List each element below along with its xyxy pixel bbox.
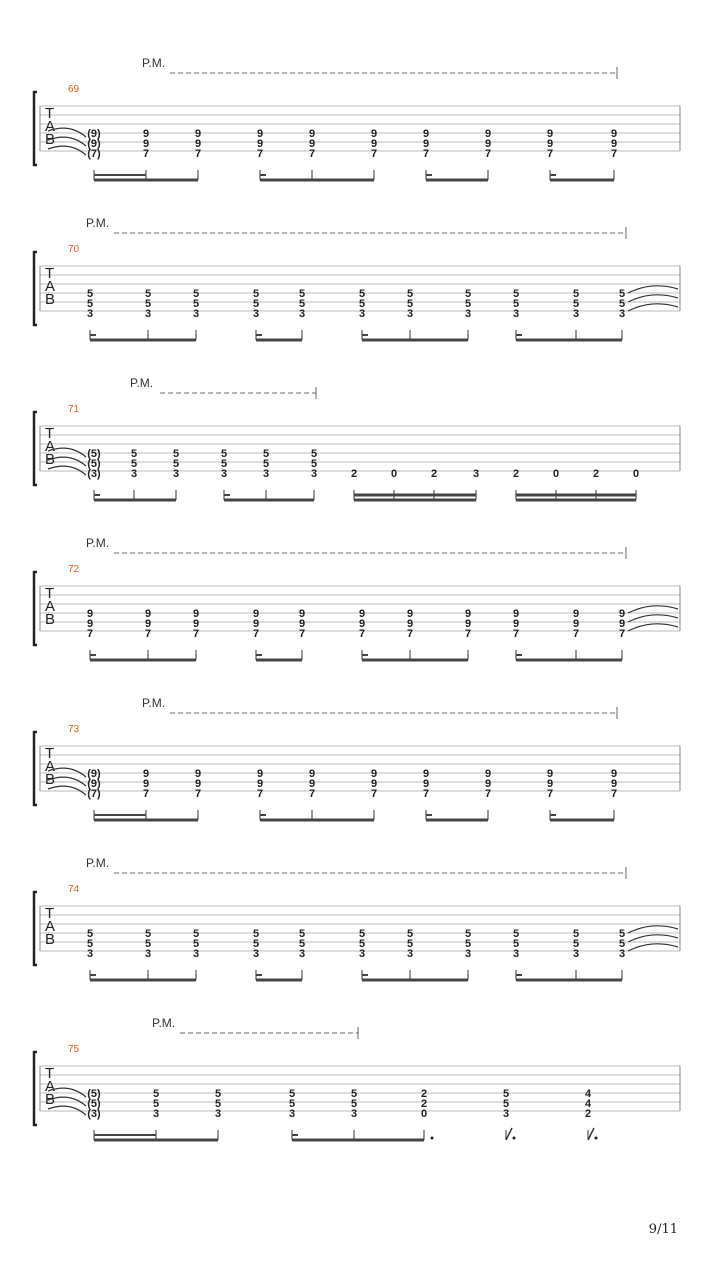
measure-number: 75: [68, 1044, 80, 1055]
fret-number: 7: [484, 148, 492, 160]
fret-number: 5: [192, 938, 200, 950]
fret-number: 9: [194, 128, 202, 140]
fret-number: 5: [572, 938, 580, 950]
fret-number: 9: [142, 778, 150, 790]
fret-number: 7: [370, 148, 378, 160]
fret-number: 9: [256, 138, 264, 150]
tab-clef-letter: T: [45, 745, 55, 762]
fret-number: 5: [172, 458, 180, 470]
fret-number: 5: [358, 298, 366, 310]
tab-clef-letter: T: [45, 1065, 55, 1082]
fret-number: 2: [420, 1088, 428, 1100]
fret-number: (7): [87, 788, 101, 800]
fret-number: 9: [406, 608, 414, 620]
fret-number: 9: [86, 618, 94, 630]
tie-out: [628, 615, 678, 622]
fret-number: (5): [87, 1098, 101, 1110]
fret-number: 9: [142, 138, 150, 150]
fret-number: 5: [618, 288, 626, 300]
fret-number: 9: [370, 768, 378, 780]
measure-number: 69: [68, 84, 80, 95]
fret-number: 7: [512, 628, 520, 640]
fret-number: 9: [192, 618, 200, 630]
duration-dot: [595, 1137, 598, 1140]
system-measure-73: [0, 690, 720, 850]
fret-number: 3: [144, 308, 152, 320]
palm-mute-label: P.M.: [142, 696, 166, 710]
fret-number: 7: [192, 628, 200, 640]
fret-number: 3: [512, 308, 520, 320]
fret-number: (5): [87, 458, 101, 470]
tab-clef-letter: A: [45, 118, 56, 135]
duration-dot: [513, 1137, 516, 1140]
measure-number: 73: [68, 724, 80, 735]
tab-staff: [0, 850, 720, 1010]
fret-number: 3: [298, 948, 306, 960]
system-bracket: [34, 732, 37, 805]
fret-number: 9: [422, 768, 430, 780]
fret-number: 5: [618, 928, 626, 940]
fret-number: 9: [484, 778, 492, 790]
palm-mute-label: P.M.: [86, 216, 110, 230]
fret-number: 3: [464, 948, 472, 960]
tie-out: [628, 295, 678, 302]
fret-number: 9: [256, 768, 264, 780]
fret-number: 5: [86, 938, 94, 950]
fret-number: 9: [252, 608, 260, 620]
fret-number: 5: [310, 448, 318, 460]
fret-number: 9: [144, 618, 152, 630]
fret-number: 2: [512, 468, 520, 480]
fret-number: 3: [472, 468, 480, 480]
fret-number: 9: [370, 138, 378, 150]
tab-staff: [0, 370, 720, 530]
tab-staff: [0, 50, 720, 210]
measure-number: 70: [68, 244, 80, 255]
fret-number: 5: [252, 298, 260, 310]
fret-number: 7: [298, 628, 306, 640]
tab-clef-letter: B: [45, 931, 56, 948]
fret-number: 9: [370, 128, 378, 140]
fret-number: 5: [288, 1098, 296, 1110]
tab-clef-letter: B: [45, 1091, 56, 1108]
fret-number: 9: [308, 778, 316, 790]
fret-number: 7: [252, 628, 260, 640]
fret-number: 9: [484, 138, 492, 150]
fret-number: 3: [252, 308, 260, 320]
fret-number: 7: [370, 788, 378, 800]
fret-number: 3: [618, 308, 626, 320]
fret-number: 5: [618, 298, 626, 310]
fret-number: 3: [618, 948, 626, 960]
fret-number: 7: [142, 788, 150, 800]
fret-number: 5: [130, 448, 138, 460]
palm-mute-label: P.M.: [142, 56, 166, 70]
fret-number: 9: [484, 128, 492, 140]
fret-number: 5: [144, 298, 152, 310]
fret-number: 7: [144, 628, 152, 640]
fret-number: 0: [420, 1108, 428, 1120]
fret-number: 7: [422, 788, 430, 800]
fret-number: 9: [406, 618, 414, 630]
tab-staff: [0, 1010, 720, 1170]
fret-number: 5: [220, 458, 228, 470]
tie-out: [628, 944, 678, 951]
fret-number: 9: [192, 608, 200, 620]
fret-number: 5: [298, 928, 306, 940]
fret-number: 9: [546, 768, 554, 780]
fret-number: 3: [406, 948, 414, 960]
fret-number: 5: [464, 938, 472, 950]
fret-number: 9: [142, 128, 150, 140]
fret-number: 5: [262, 458, 270, 470]
fret-number: 9: [194, 778, 202, 790]
tab-clef-letter: A: [45, 758, 56, 775]
fret-number: 9: [256, 128, 264, 140]
fret-number: 5: [252, 288, 260, 300]
fret-number: 2: [350, 468, 358, 480]
system-measure-75: [0, 1010, 720, 1170]
fret-number: 5: [192, 288, 200, 300]
fret-number: 5: [406, 928, 414, 940]
fret-number: 5: [358, 928, 366, 940]
fret-number: 5: [406, 938, 414, 950]
fret-number: 2: [420, 1098, 428, 1110]
fret-number: 3: [214, 1108, 222, 1120]
fret-number: (9): [87, 128, 101, 140]
system-bracket: [34, 572, 37, 645]
fret-number: 7: [256, 148, 264, 160]
fret-number: 3: [172, 468, 180, 480]
fret-number: (5): [87, 1088, 101, 1100]
fret-number: 5: [192, 928, 200, 940]
palm-mute-label: P.M.: [86, 856, 110, 870]
tab-clef-letter: T: [45, 425, 55, 442]
palm-mute-label: P.M.: [130, 376, 154, 390]
fret-number: 5: [512, 288, 520, 300]
fret-number: 9: [618, 608, 626, 620]
fret-number: 5: [358, 288, 366, 300]
fret-number: 9: [546, 778, 554, 790]
tie-out: [628, 624, 678, 631]
fret-number: 3: [288, 1108, 296, 1120]
fret-number: 9: [546, 128, 554, 140]
system-bracket: [34, 252, 37, 325]
fret-number: 3: [572, 948, 580, 960]
tab-clef-letter: T: [45, 585, 55, 602]
fret-number: 5: [502, 1098, 510, 1110]
fret-number: 9: [618, 618, 626, 630]
fret-number: 5: [192, 298, 200, 310]
fret-number: 3: [86, 948, 94, 960]
fret-number: 0: [390, 468, 398, 480]
fret-number: 7: [256, 788, 264, 800]
palm-mute-label: P.M.: [86, 536, 110, 550]
fret-number: 9: [144, 608, 152, 620]
tab-staff: [0, 530, 720, 690]
fret-number: 5: [572, 288, 580, 300]
fret-number: 5: [464, 298, 472, 310]
fret-number: 9: [464, 618, 472, 630]
tab-clef-letter: T: [45, 105, 55, 122]
tab-clef-letter: B: [45, 771, 56, 788]
fret-number: 5: [172, 448, 180, 460]
fret-number: 3: [310, 468, 318, 480]
fret-number: 3: [406, 308, 414, 320]
tab-staff: [0, 690, 720, 850]
fret-number: 5: [252, 928, 260, 940]
system-measure-71: [0, 370, 720, 530]
fret-number: 9: [308, 128, 316, 140]
fret-number: 7: [358, 628, 366, 640]
fret-number: 7: [572, 628, 580, 640]
fret-number: 5: [152, 1088, 160, 1100]
note-flag: [588, 1128, 594, 1140]
fret-number: 2: [584, 1108, 592, 1120]
fret-number: 5: [358, 938, 366, 950]
fret-number: 7: [618, 628, 626, 640]
fret-number: 9: [464, 608, 472, 620]
fret-number: 7: [484, 788, 492, 800]
fret-number: 7: [194, 788, 202, 800]
fret-number: 9: [484, 768, 492, 780]
fret-number: 3: [512, 948, 520, 960]
fret-number: 9: [572, 608, 580, 620]
fret-number: 3: [350, 1108, 358, 1120]
tab-clef-letter: A: [45, 598, 56, 615]
fret-number: 3: [192, 308, 200, 320]
tab-clef-letter: T: [45, 905, 55, 922]
system-bracket: [34, 412, 37, 485]
fret-number: 5: [350, 1088, 358, 1100]
tie-out: [628, 935, 678, 942]
fret-number: 5: [86, 288, 94, 300]
fret-number: 5: [288, 1088, 296, 1100]
fret-number: 5: [144, 938, 152, 950]
fret-number: 7: [194, 148, 202, 160]
fret-number: 9: [610, 768, 618, 780]
fret-number: 5: [512, 938, 520, 950]
fret-number: 9: [194, 138, 202, 150]
fret-number: 0: [632, 468, 640, 480]
fret-number: 7: [546, 148, 554, 160]
tie-out: [628, 926, 678, 933]
tab-clef-letter: A: [45, 438, 56, 455]
fret-number: 9: [370, 778, 378, 790]
tab-clef-letter: A: [45, 1078, 56, 1095]
fret-number: 5: [130, 458, 138, 470]
fret-number: 5: [464, 928, 472, 940]
fret-number: 3: [572, 308, 580, 320]
fret-number: 3: [464, 308, 472, 320]
page-number: 9/11: [648, 1222, 678, 1237]
fret-number: 3: [144, 948, 152, 960]
fret-number: 5: [298, 298, 306, 310]
fret-number: 3: [262, 468, 270, 480]
system-measure-74: [0, 850, 720, 1010]
fret-number: 3: [220, 468, 228, 480]
fret-number: 5: [406, 288, 414, 300]
fret-number: 9: [86, 608, 94, 620]
system-measure-72: [0, 530, 720, 690]
fret-number: 5: [144, 288, 152, 300]
fret-number: 9: [546, 138, 554, 150]
fret-number: 9: [142, 768, 150, 780]
fret-number: 9: [572, 618, 580, 630]
tab-clef-letter: A: [45, 278, 56, 295]
fret-number: 9: [308, 138, 316, 150]
fret-number: 5: [406, 298, 414, 310]
fret-number: 5: [152, 1098, 160, 1110]
fret-number: 9: [298, 608, 306, 620]
fret-number: 5: [572, 298, 580, 310]
fret-number: 2: [592, 468, 600, 480]
fret-number: 5: [502, 1088, 510, 1100]
tie-out: [628, 304, 678, 311]
tab-clef-letter: B: [45, 291, 56, 308]
fret-number: 5: [220, 448, 228, 460]
fret-number: 5: [214, 1098, 222, 1110]
fret-number: 9: [422, 128, 430, 140]
fret-number: 9: [610, 778, 618, 790]
fret-number: 5: [350, 1098, 358, 1110]
fret-number: 5: [214, 1088, 222, 1100]
fret-number: 9: [422, 778, 430, 790]
fret-number: 3: [358, 308, 366, 320]
fret-number: (7): [87, 148, 101, 160]
fret-number: 9: [298, 618, 306, 630]
fret-number: 5: [86, 928, 94, 940]
fret-number: 9: [512, 618, 520, 630]
fret-number: 5: [618, 938, 626, 950]
tab-staff: [0, 210, 720, 370]
fret-number: 7: [142, 148, 150, 160]
fret-number: 7: [86, 628, 94, 640]
fret-number: 5: [262, 448, 270, 460]
fret-number: 9: [610, 138, 618, 150]
system-measure-70: [0, 210, 720, 370]
fret-number: 5: [572, 928, 580, 940]
fret-number: 5: [512, 298, 520, 310]
fret-number: 9: [358, 608, 366, 620]
fret-number: 3: [152, 1108, 160, 1120]
fret-number: 4: [584, 1088, 592, 1100]
system-bracket: [34, 92, 37, 165]
fret-number: (9): [87, 778, 101, 790]
fret-number: 9: [256, 778, 264, 790]
fret-number: 2: [430, 468, 438, 480]
fret-number: 9: [194, 768, 202, 780]
fret-number: 3: [502, 1108, 510, 1120]
fret-number: 5: [298, 288, 306, 300]
fret-number: 7: [546, 788, 554, 800]
fret-number: 7: [308, 788, 316, 800]
measure-number: 74: [68, 884, 80, 895]
fret-number: 9: [610, 128, 618, 140]
fret-number: 3: [252, 948, 260, 960]
fret-number: 0: [552, 468, 560, 480]
fret-number: 4: [584, 1098, 592, 1110]
tab-clef-letter: T: [45, 265, 55, 282]
note-flag: [506, 1128, 512, 1140]
fret-number: 3: [130, 468, 138, 480]
tab-clef-letter: B: [45, 611, 56, 628]
fret-number: 7: [610, 788, 618, 800]
fret-number: 5: [512, 928, 520, 940]
palm-mute-label: P.M.: [152, 1016, 176, 1030]
fret-number: 9: [422, 138, 430, 150]
tie-out: [628, 606, 678, 613]
system-bracket: [34, 1052, 37, 1125]
fret-number: 7: [610, 148, 618, 160]
fret-number: 9: [252, 618, 260, 630]
fret-number: 5: [252, 938, 260, 950]
fret-number: 7: [464, 628, 472, 640]
system-measure-69: [0, 50, 720, 210]
fret-number: 7: [422, 148, 430, 160]
measure-number: 71: [68, 404, 80, 415]
fret-number: 3: [86, 308, 94, 320]
duration-dot: [431, 1137, 434, 1140]
fret-number: 5: [310, 458, 318, 470]
fret-number: (5): [87, 448, 101, 460]
fret-number: (9): [87, 138, 101, 150]
fret-number: 9: [512, 608, 520, 620]
fret-number: 9: [358, 618, 366, 630]
tie-out: [628, 286, 678, 293]
fret-number: 5: [86, 298, 94, 310]
tab-clef-letter: A: [45, 918, 56, 935]
system-bracket: [34, 892, 37, 965]
tab-clef-letter: B: [45, 131, 56, 148]
fret-number: (3): [87, 1108, 101, 1120]
fret-number: 5: [464, 288, 472, 300]
tab-clef-letter: B: [45, 451, 56, 468]
fret-number: (3): [87, 468, 101, 480]
fret-number: 7: [406, 628, 414, 640]
fret-number: 3: [358, 948, 366, 960]
fret-number: 7: [308, 148, 316, 160]
fret-number: 3: [298, 308, 306, 320]
fret-number: 9: [308, 768, 316, 780]
fret-number: 3: [192, 948, 200, 960]
fret-number: 5: [298, 938, 306, 950]
measure-number: 72: [68, 564, 80, 575]
fret-number: 5: [144, 928, 152, 940]
fret-number: (9): [87, 768, 101, 780]
